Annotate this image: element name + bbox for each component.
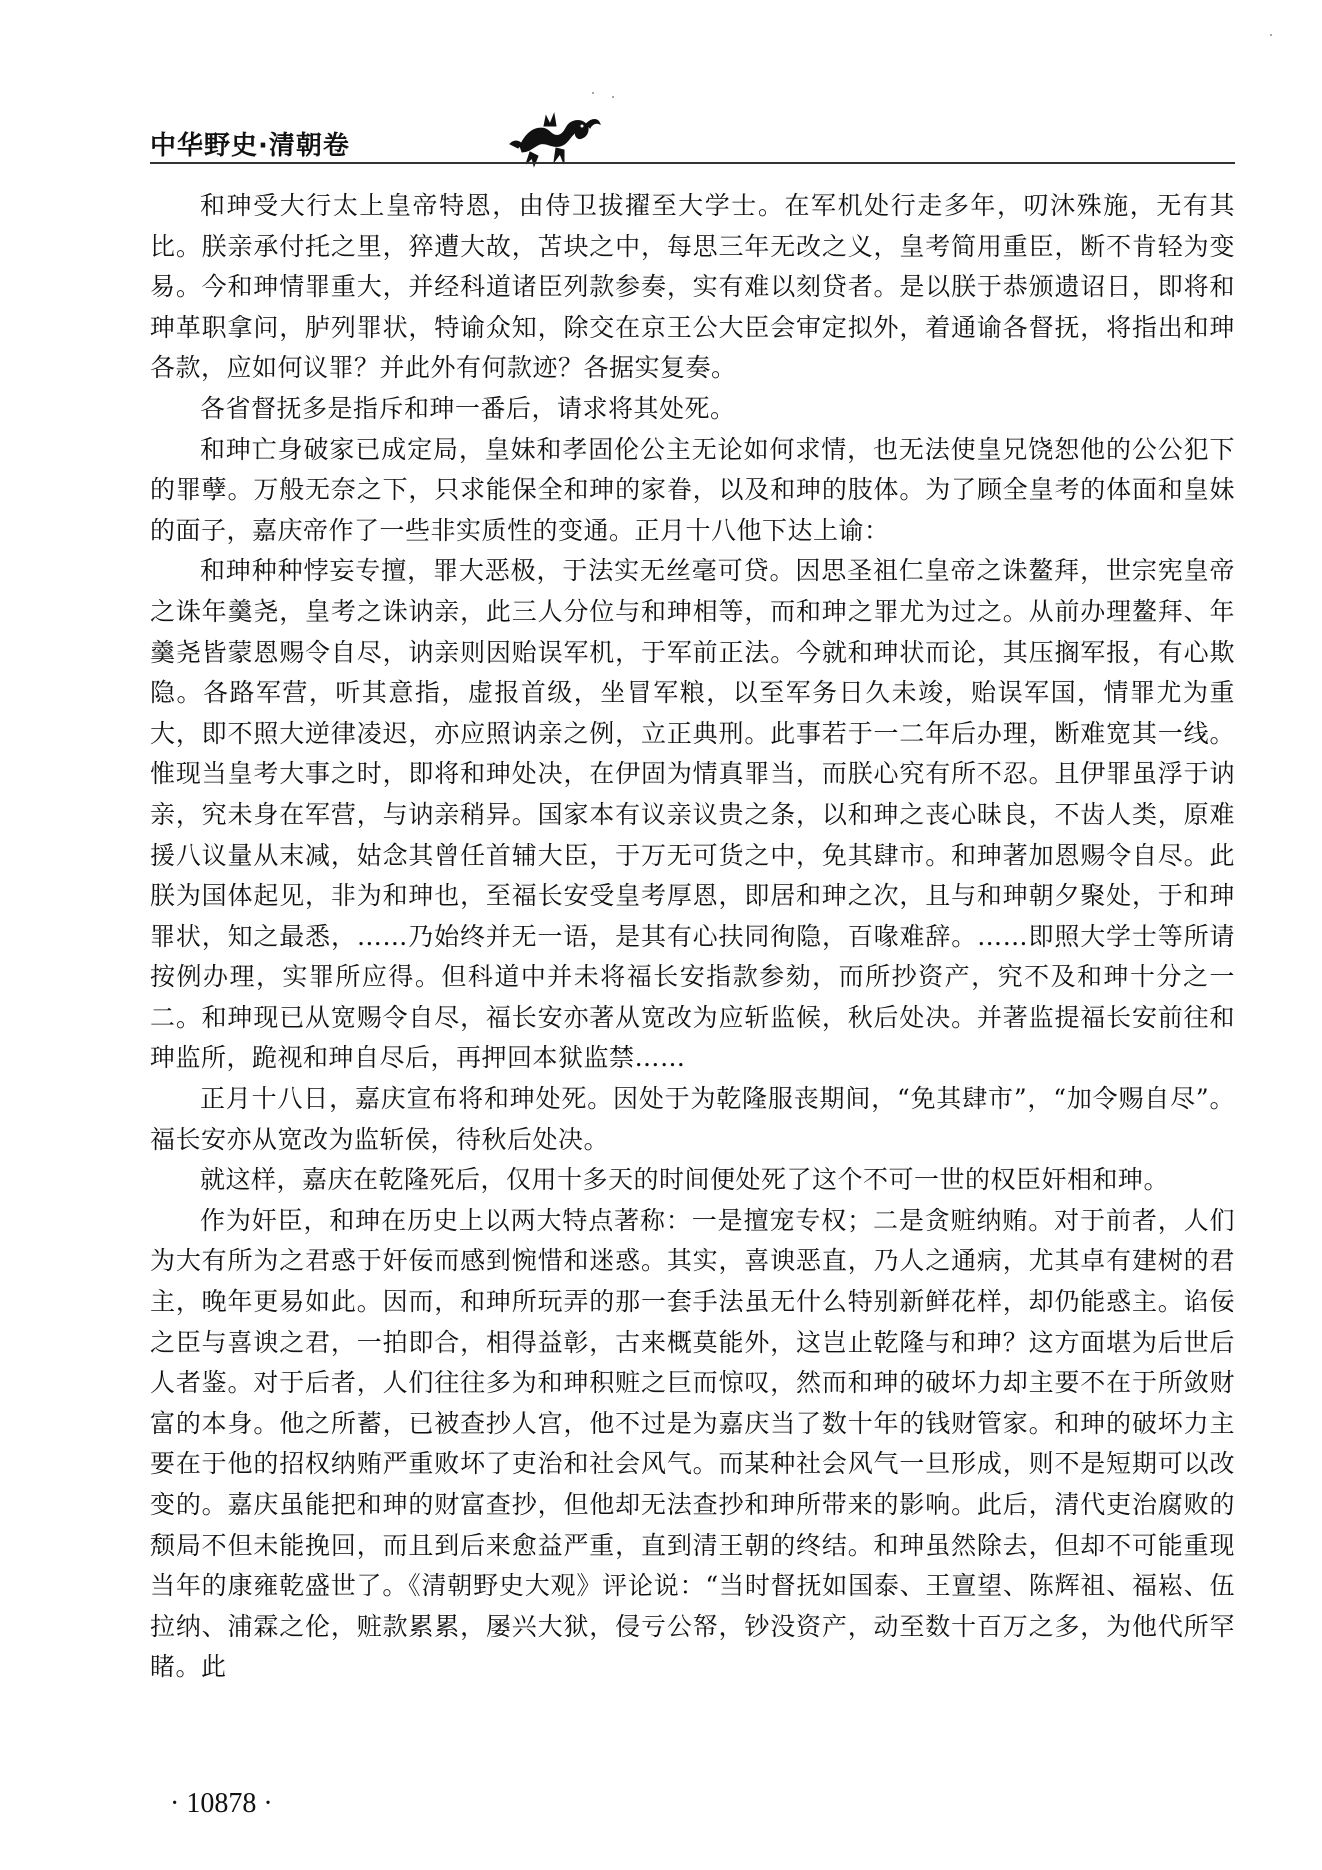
paragraph-commentary: 作为奸臣，和珅在历史上以两大特点著称：一是擅宠专权；二是贪赃纳贿。对于前者，人们为大有所为之君惑于奸佞而感到惋惜和迷惑。其实，喜谀恶直，乃人之通病，尤其卓有建树的君主，晚年更易如此。因而，和珅所玩弄的那一套手法虽无什么特别新鲜花样，却仍能惑主。谄佞之臣与喜谀之君，一拍即合，相得益彰，古来概莫能外，这岂止乾隆与和珅？这方面堪为后世后人者鉴。对于后者，人们往往多为和珅积赃之巨而惊叹，然而和珅的破坏力却主要不在于所敛财富的本身。他之所蓄，已被查抄人宫，他不过是为嘉庆当了数十年的钱财管家。和珅的破坏力主要在于他的招权纳贿严重败坏了吏治和社会风气。而某种社会风气一旦形成，则不是短期可以改变的。嘉庆虽能把和珅的财富查抄，但他却无法查抄和珅所带来的影响。此后，清代吏治腐败的颓局不但未能挽回，而且到后来愈益严重，直到清王朝的终结。和珅虽然除去，但却不可能重现当年的康雍乾盛世了。《清朝野史大观》评论说：“当时督抚如国泰、王亶望、陈辉祖、福崧、伍拉纳、浦霖之伦，赃款累累，屡兴大狱，侵亏公帑，钞没资产，动至数十百万之多，为他代所罕睹。此	[150, 1205, 1235, 1682]
scan-speck	[592, 92, 594, 94]
paragraph-edict-1: 和珅受大行太上皇帝特恩，由侍卫拔擢至大学士。在军机处行走多年，叨沐殊施，无有其比。朕亲承付托之里，猝遭大故，苫块之中，每思三年无改之义，皇考简用重臣，断不肯轻为变易。今和珅情罪重大，并经科道诸臣列款参奏，实有难以刻贷者。是以朕于恭颁遗诏日，即将和珅革职拿问，胪列罪状，特谕众知，除交在京王公大臣会审定拟外，着通谕各督抚，将指出和珅各款，应如何议罪？并此外有何款迹？各据实复奏。	[150, 191, 1235, 383]
page-number: · 10878 ·	[170, 1788, 273, 1819]
paragraph-princess: 和珅亡身破家已成定局，皇妹和孝固伦公主无论如何求情，也无法使皇兄饶恕他的公公犯下的罪孽。万般无奈之下，只求能保全和珅的家眷，以及和珅的肢体。为了顾全皇考的体面和皇妹的面子，嘉庆帝作了一些非实质性的变通。正月十八他下达上谕：	[150, 434, 1235, 545]
scan-speck	[1270, 34, 1272, 36]
paragraph-edict-2: 和珅种种悖妄专擅，罪大恶极，于法实无丝毫可贷。因思圣祖仁皇帝之诛鳌拜，世宗宪皇帝之诛年羹尧，皇考之诛讷亲，此三人分位与和珅相等，而和珅之罪尤为过之。从前办理鳌拜、年羹尧皆蒙恩赐令自尽，讷亲则因贻误军机，于军前正法。今就和珅状而论，其压搁军报，有心欺隐。各路军营，听其意指，虚报首级，坐冒军粮，以至军务日久未竣，贻误军国，情罪尤为重大，即不照大逆律凌迟，亦应照讷亲之例，立正典刑。此事若于一二年后办理，断难宽其一线。惟现当皇考大事之时，即将和珅处决，在伊固为情真罪当，而朕心究有所不忍。且伊罪虽浮于讷亲，究未身在军营，与讷亲稍异。国家本有议亲议贵之条，以和珅之丧心昧良，不齿人类，原难援八议量从末减，姑念其曾任首辅大臣，于万无可货之中，免其肆市。和珅著加恩赐令自尽。此朕为国体起见，非为和珅也，至福长安受皇考厚恩，即居和珅之次，且与和珅朝夕聚处，于和珅罪状，知之最悉，……乃始终并无一语，是其有心扶同徇隐，百喙难辞。……即照大学士等所请按例办理，实罪所应得。但科道中并未将福长安指款参劾，而所抄资产，究不及和珅十分之一二。和珅现已从宽赐令自尽，福长安亦著从宽改为应斩监候，秋后处决。并著监提福长安前往和珅监所，跪视和珅自尽后，再押回本狱监禁……	[150, 556, 1235, 1073]
body-text	[150, 186, 1235, 1688]
running-header	[150, 118, 1230, 168]
scan-speck	[612, 96, 614, 98]
header-rule	[150, 162, 1235, 164]
paragraph-governors: 各省督抚多是指斥和珅一番后，请求将其处死。	[200, 393, 736, 423]
dragon-emblem-icon	[500, 106, 610, 176]
book-title: 中华野史·清朝卷	[150, 130, 350, 161]
paragraph-conclusion: 就这样，嘉庆在乾隆死后，仅用十多天的时间便处死了这个不可一世的权臣奸相和珅。	[200, 1165, 1170, 1195]
paragraph-execution: 正月十八日，嘉庆宣布将和珅处死。因处于为乾隆服丧期间，“免其肆市”，“加令赐自尽”。福长安亦从宽改为监斩侯，待秋后处决。	[150, 1084, 1235, 1154]
